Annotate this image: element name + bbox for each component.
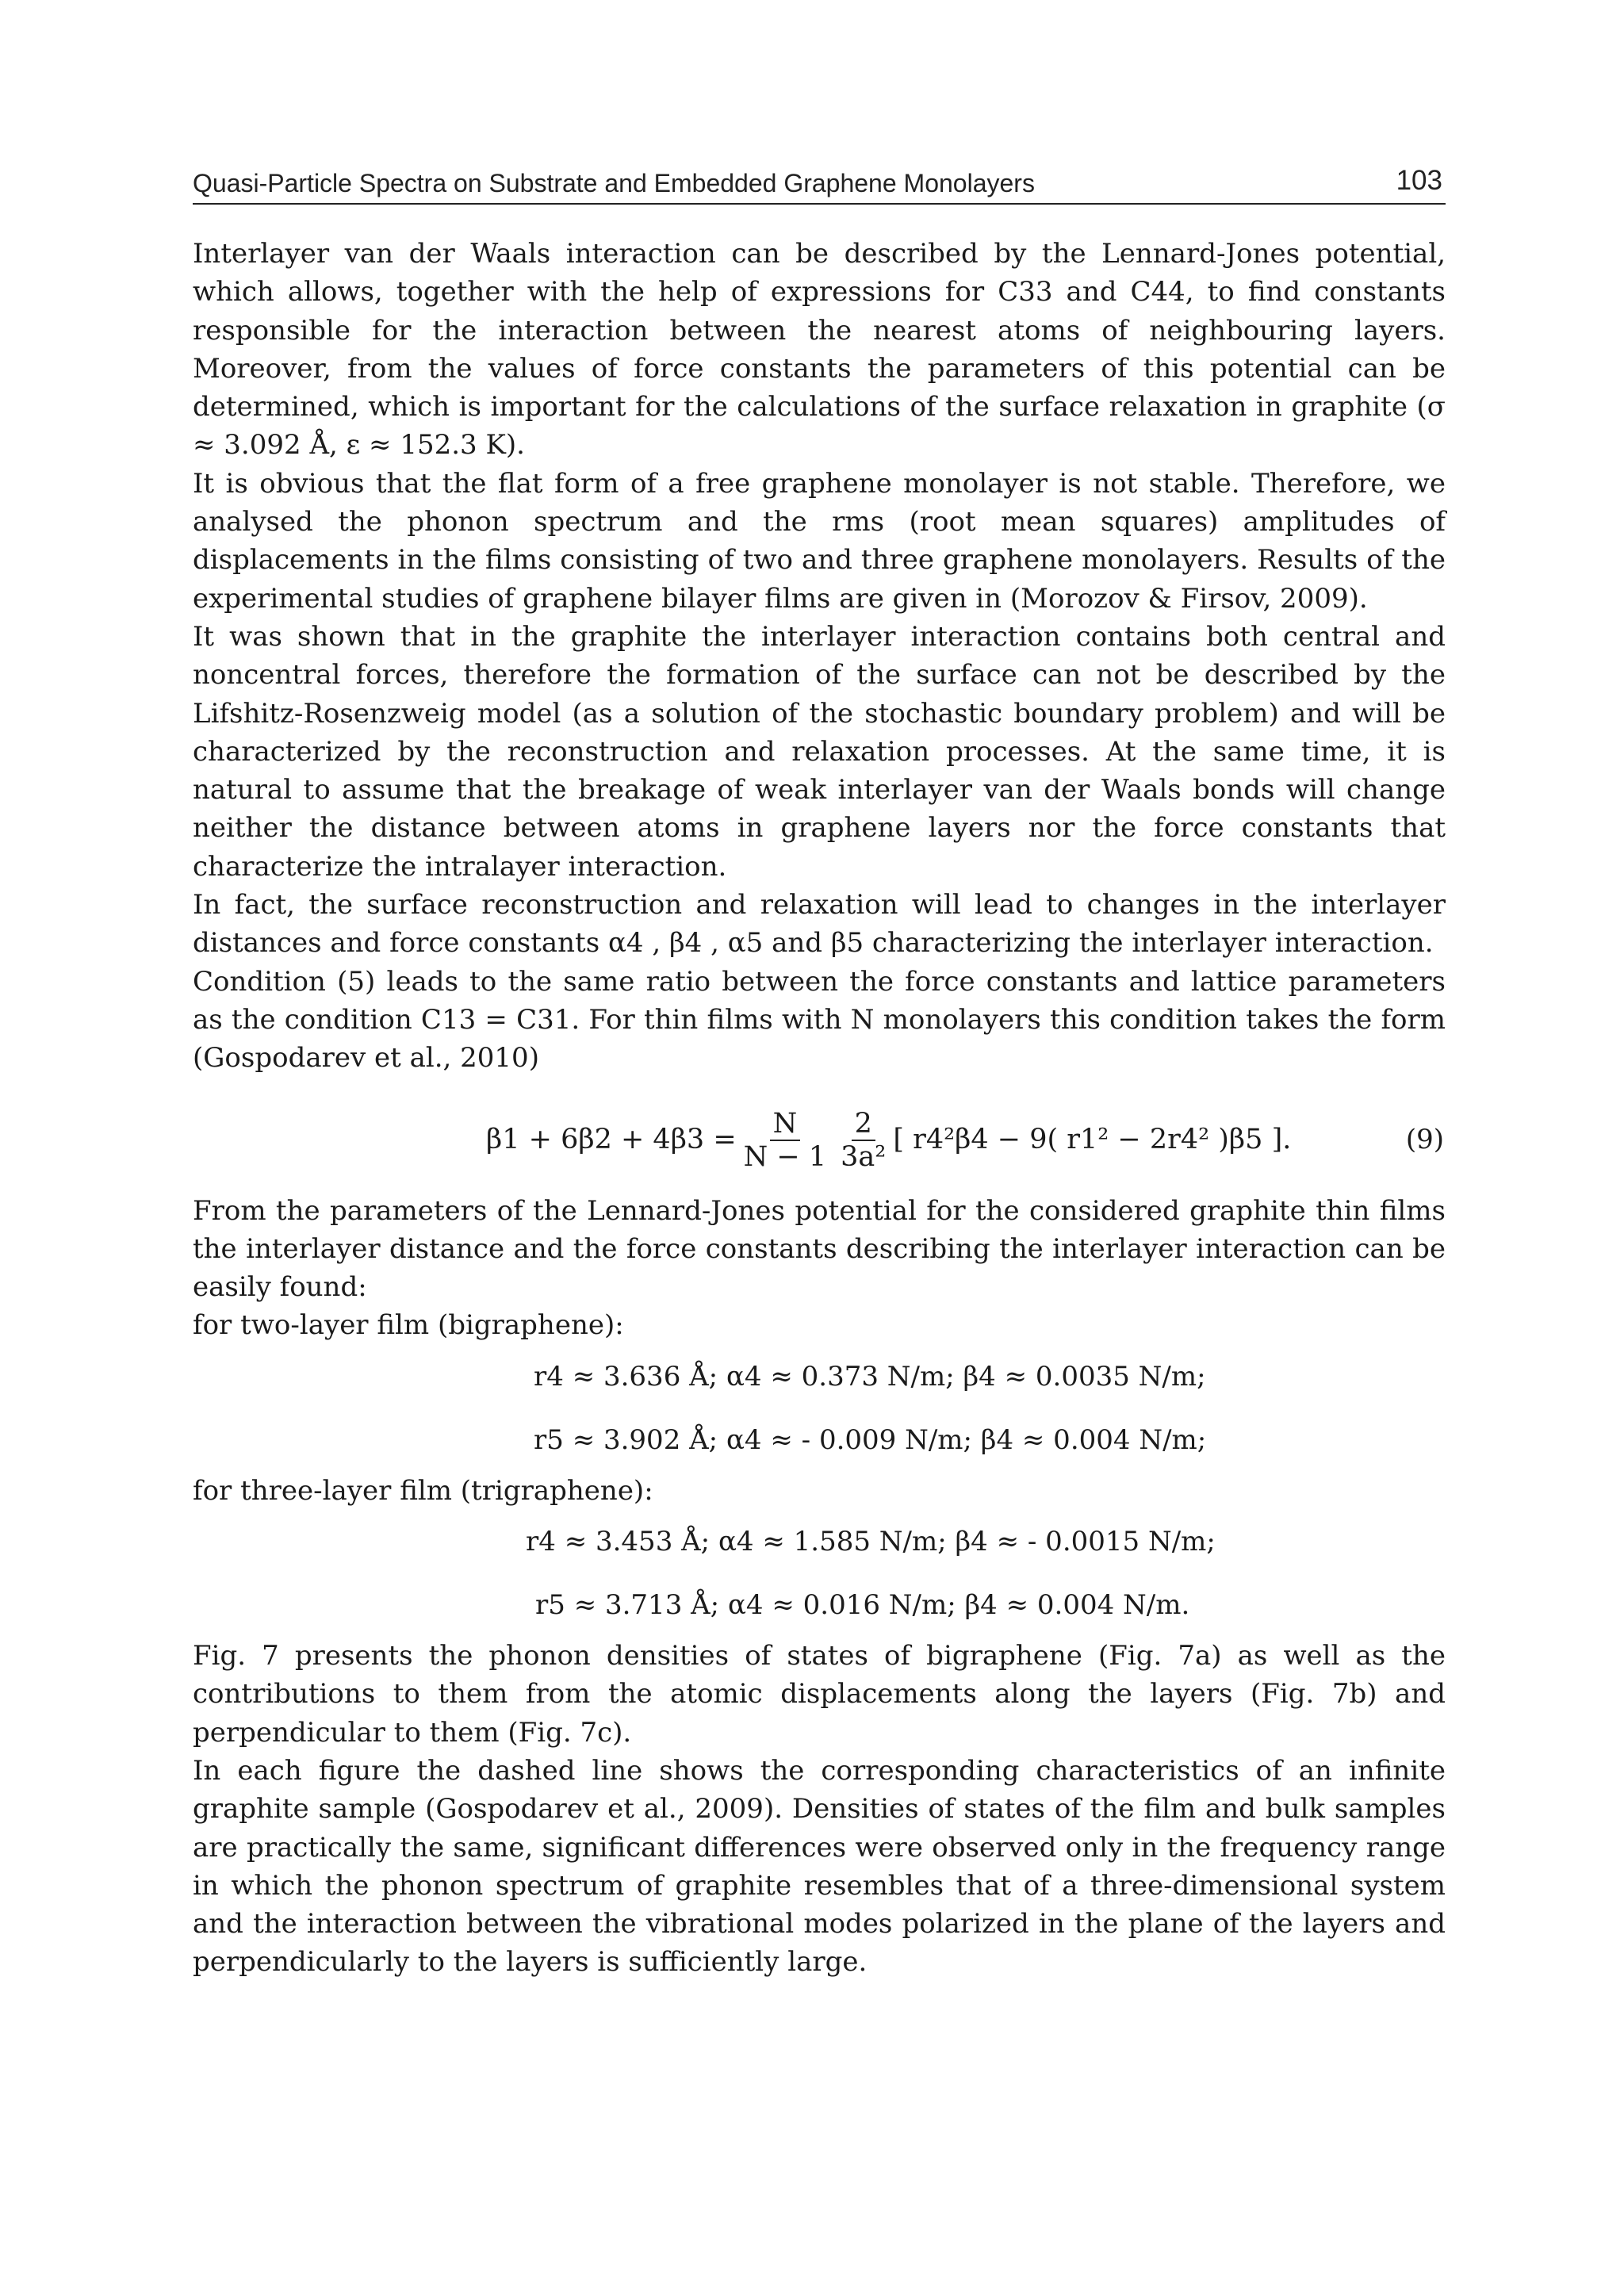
equation-bracket: [ r4²β4 − 9( r1² − 2r4² )β5 ]: [893, 1124, 1283, 1156]
equation-9: [193, 1094, 1446, 1181]
running-header: [193, 165, 1446, 205]
value-line: r4 ≈ 3.453 Å; α4 ≈ 1.585 N/m; β4 ≈ - 0.0015 N/m;: [526, 1526, 1216, 1558]
paragraph: Fig. 7 presents the phonon densities of states of bigraphene (Fig. 7a) as well as the contributions to them from the atomic displacements along the layers (Fig. 7b) and perpendicular to them (Fig. 7c).: [193, 1640, 1446, 1749]
paragraph: for three-layer film (trigraphene):: [193, 1474, 653, 1507]
value-line: r4 ≈ 3.636 Å; α4 ≈ 0.373 N/m; β4 ≈ 0.0035 N/m;: [534, 1360, 1206, 1393]
fraction: [741, 1108, 829, 1173]
display-line: [193, 1573, 1446, 1637]
paragraph: It is obvious that the flat form of a free graphene monolayer is not stable. Therefore, we analysed the phonon spectrum and the rms (root mean squares) amplitudes of displacements in the films consisting of two and three graphene monolayers. Results of the experimental studies of graphene bilayer films are given in (Morozov & Firsov, 2009).: [193, 467, 1446, 615]
value-line: r5 ≈ 3.713 Å; α4 ≈ 0.016 N/m; β4 ≈ 0.004 N/m.: [535, 1589, 1190, 1622]
display-line: [193, 1345, 1446, 1408]
equation-lhs: β1 + 6β2 + 4β3 =: [486, 1124, 737, 1156]
display-line: [193, 1408, 1446, 1472]
fraction-denominator: N − 1: [743, 1140, 827, 1173]
fraction-denominator: 3a²: [841, 1140, 887, 1173]
fraction-numerator: N: [770, 1108, 801, 1141]
paragraph: In fact, the surface reconstruction and relaxation will lead to changes in the interlayer distances and force constants α4 , β4 , α5 and β5 characterizing the interlayer interaction.: [193, 889, 1446, 960]
fraction: [837, 1108, 889, 1173]
paragraph: From the parameters of the Lennard-Jones potential for the considered graphite thin films the interlayer distance and the force constants describing the interlayer interaction can be easily found:: [193, 1194, 1446, 1304]
equation-number: (9): [1405, 1123, 1444, 1155]
body-text: [193, 235, 1446, 1982]
paragraph: Interlayer van der Waals interaction can be described by the Lennard-Jones potential, which allows, together with the help of expressions for C33 and C44, to find constants responsible for the interaction between the nearest atoms of neighbouring layers. Moreover, from the values of force constants the parameters of this potential can be determined, which is important for the calculations of the surface relaxation in graphite (σ ≈ 3.092 Å, ε ≈ 152.3 K).: [193, 238, 1446, 462]
equation-trail: .: [1282, 1124, 1292, 1156]
fraction-numerator: 2: [852, 1108, 875, 1141]
page-number: 103: [1396, 165, 1442, 196]
paragraph: It was shown that in the graphite the interlayer interaction contains both central and noncentral forces, therefore the formation of the surface can not be described by the Lifshitz-Rosenzweig model (as a solution of the stochastic boundary problem) and will be characterized by the reconstruction and relaxation processes. At the same time, it is natural to assume that the breakage of weak interlayer van der Waals bonds will change neither the distance between atoms in graphene layers nor the force constants that characterize the intralayer interaction.: [193, 620, 1446, 883]
paragraph: In each figure the dashed line shows the corresponding characteristics of an infinite graphite sample (Gospodarev et al., 2009). Densities of states of the film and bulk samples are practically the same, significant differences were observed only in the frequency range in which the phonon spectrum of graphite resembles that of a three-dimensional system and the interaction between the vibrational modes polarized in the plane of the layers and perpendicularly to the layers is sufficiently large.: [193, 1754, 1446, 1979]
running-title: Quasi-Particle Spectra on Substrate and Embedded Graphene Monolayers: [193, 169, 1035, 197]
paragraph: for two-layer film (bigraphene):: [193, 1309, 624, 1342]
equation-body: [486, 1108, 1291, 1173]
display-line: [193, 1510, 1446, 1573]
value-line: r5 ≈ 3.902 Å; α4 ≈ - 0.009 N/m; β4 ≈ 0.004 N/m;: [534, 1423, 1207, 1456]
paragraph: Condition (5) leads to the same ratio between the force constants and lattice parameters as the condition C13 = C31. For thin films with N monolayers this condition takes the form (Gospodarev et al., 2010): [193, 965, 1446, 1075]
